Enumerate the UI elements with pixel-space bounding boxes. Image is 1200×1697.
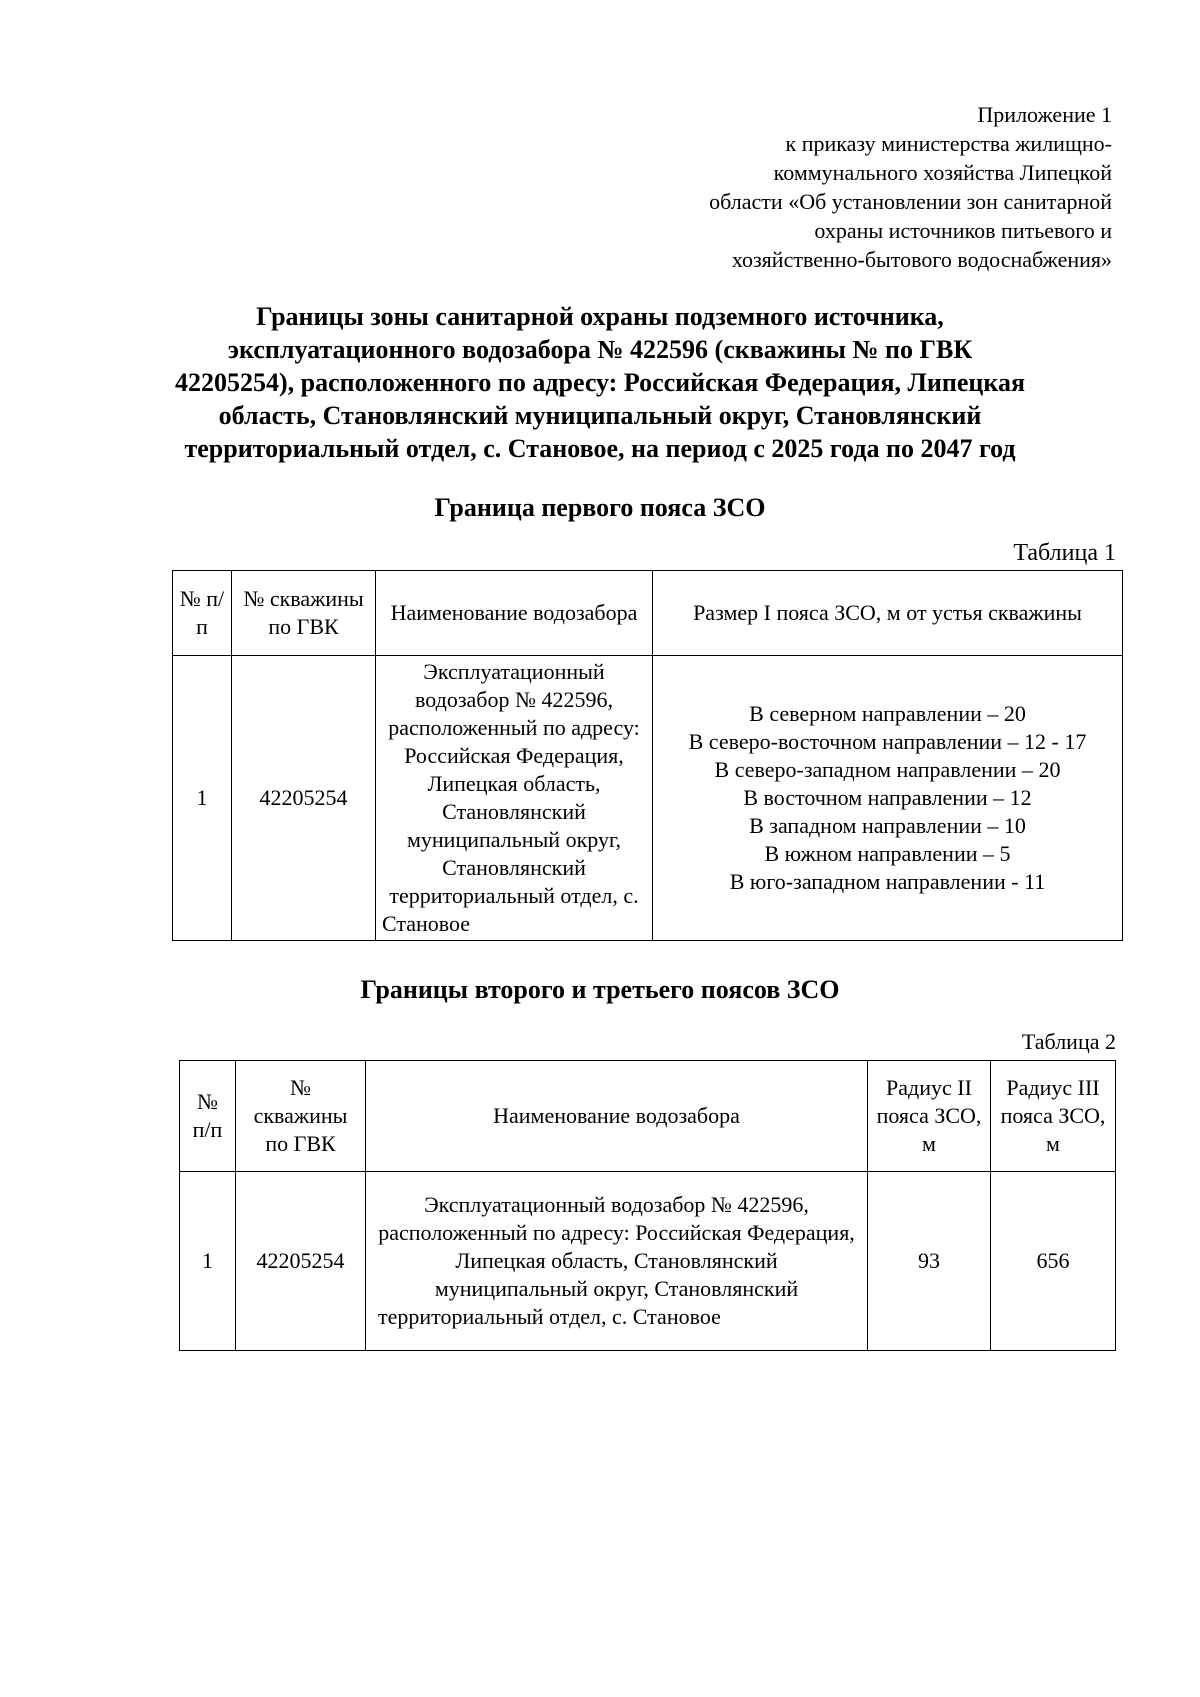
cell-radius-2: 93 bbox=[868, 1172, 991, 1351]
document-title-line: территориальный отдел, с. Становое, на период с 2025 года по 2047 год bbox=[184, 434, 1016, 463]
column-header-zone-size: Размер I пояса ЗСО, м от устья скважины bbox=[653, 571, 1123, 656]
column-header-well: № скважины по ГВК bbox=[232, 571, 376, 656]
direction-line: В северо-западном направлении – 20 bbox=[714, 757, 1061, 782]
document-title-line: область, Становлянский муниципальный округ, Становлянский bbox=[218, 401, 982, 430]
table-caption-2: Таблица 2 bbox=[1021, 1029, 1116, 1054]
table-header-row bbox=[173, 571, 1123, 656]
direction-line: В южном направлении – 5 bbox=[764, 841, 1011, 866]
table-header-row bbox=[180, 1061, 1116, 1172]
appendix-header-line: хозяйственно-бытового водоснабжения» bbox=[731, 247, 1112, 272]
cell-number: 1 bbox=[180, 1172, 236, 1351]
column-header-number: № п/п bbox=[173, 571, 232, 656]
first-zone-table bbox=[172, 570, 1123, 941]
appendix-header-line: охраны источников питьевого и bbox=[814, 218, 1112, 243]
direction-line: В юго-западном направлении - 11 bbox=[729, 869, 1046, 894]
appendix-header-line: Приложение 1 bbox=[977, 102, 1112, 127]
cell-well: 42205254 bbox=[236, 1172, 366, 1351]
document-title-line: эксплуатационного водозабора № 422596 (скважины № по ГВК bbox=[227, 335, 973, 364]
column-header-well: № скважины по ГВК bbox=[236, 1061, 366, 1172]
document-title-line: 42205254), расположенного по адресу: Российская Федерация, Липецкая bbox=[174, 368, 1026, 397]
column-header-name: Наименование водозабора bbox=[376, 571, 653, 656]
direction-line: В западном направлении – 10 bbox=[749, 813, 1026, 838]
cell-radius-3: 656 bbox=[991, 1172, 1116, 1351]
cell-directions bbox=[653, 656, 1123, 941]
direction-line: В восточном направлении – 12 bbox=[743, 785, 1032, 810]
table-row bbox=[173, 656, 1123, 941]
cell-intake-name: Эксплуатационный водозабор № 422596, расположенный по адресу: Российская Федерация, Липецкая область, Становлянский муниципальный округ, Становлянский территориальный отдел, с. Становое bbox=[376, 656, 653, 941]
column-header-number: № п/п bbox=[180, 1061, 236, 1172]
appendix-header-line: области «Об установлении зон санитарной bbox=[709, 189, 1112, 214]
document-title-line: Границы зоны санитарной охраны подземного источника, bbox=[256, 302, 944, 331]
second-third-zone-table bbox=[179, 1060, 1116, 1351]
appendix-header bbox=[709, 100, 1112, 274]
direction-line: В северо-восточном направлении – 12 - 17 bbox=[688, 729, 1087, 754]
section-heading-first-zone: Граница первого пояса ЗСО bbox=[434, 493, 766, 522]
column-header-radius-3: Радиус III пояса ЗСО, м bbox=[991, 1061, 1116, 1172]
cell-number: 1 bbox=[173, 656, 232, 941]
cell-intake-name: Эксплуатационный водозабор № 422596, расположенный по адресу: Российская Федерация, Липецкая область, Становлянский муниципальный округ, Становлянский территориальный отдел, с. Становое bbox=[366, 1172, 868, 1351]
section-heading-second-third-zones: Границы второго и третьего поясов ЗСО bbox=[360, 975, 840, 1004]
column-header-radius-2: Радиус II пояса ЗСО, м bbox=[868, 1061, 991, 1172]
appendix-header-line: к приказу министерства жилищно- bbox=[785, 131, 1112, 156]
cell-well: 42205254 bbox=[232, 656, 376, 941]
appendix-header-line: коммунального хозяйства Липецкой bbox=[773, 160, 1112, 185]
direction-line: В северном направлении – 20 bbox=[749, 701, 1026, 726]
column-header-name: Наименование водозабора bbox=[366, 1061, 868, 1172]
table-caption-1: Таблица 1 bbox=[1013, 540, 1116, 566]
document-title bbox=[150, 300, 1050, 465]
table-row bbox=[180, 1172, 1116, 1351]
